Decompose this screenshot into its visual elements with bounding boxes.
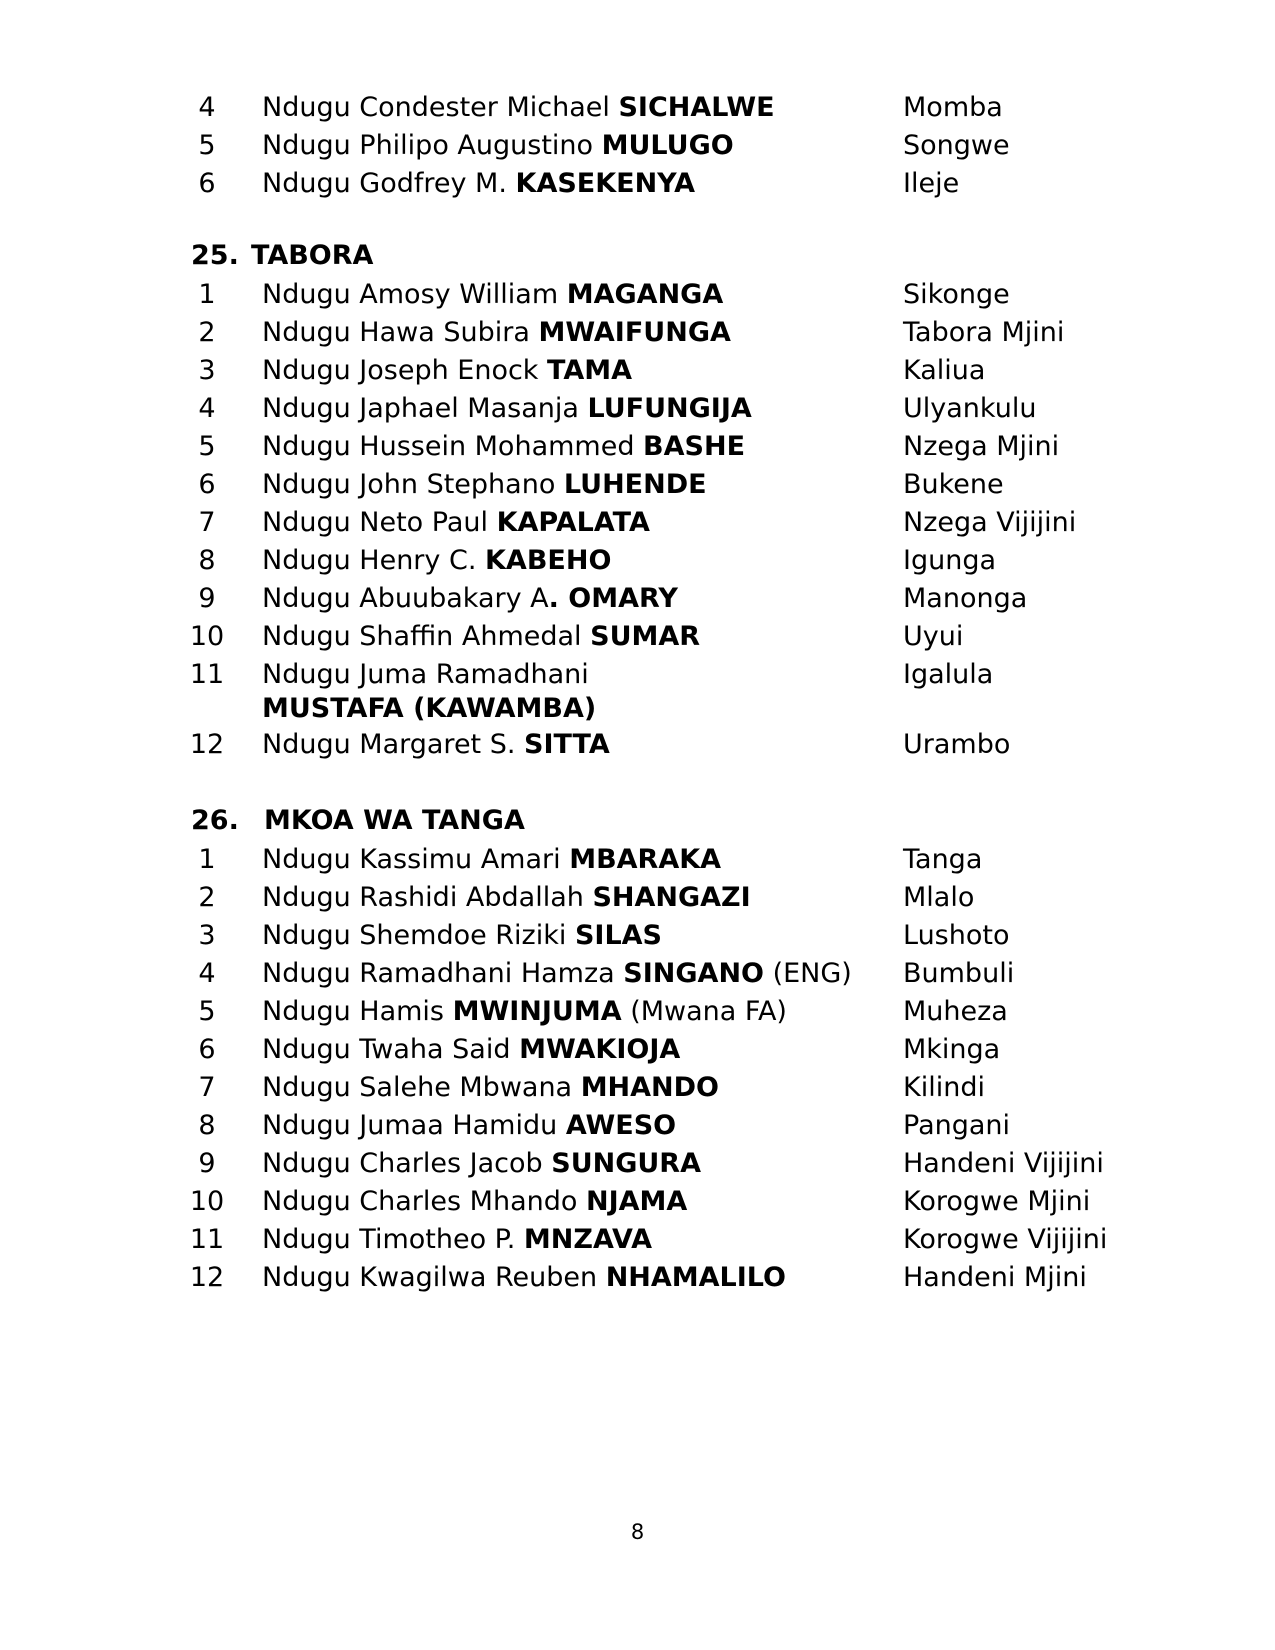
section-number: 25.	[191, 240, 239, 271]
item-number: 6	[198, 1034, 216, 1065]
name-given: Ndugu Condester Michael	[262, 92, 619, 123]
list-item	[0, 1107, 1275, 1145]
member-name	[262, 995, 882, 1029]
member-name	[262, 278, 882, 312]
item-number: 11	[189, 1224, 225, 1255]
constituency: Korogwe Mjini	[903, 1186, 1091, 1217]
constituency: Mlalo	[903, 882, 975, 913]
member-name	[262, 1185, 882, 1219]
constituency: Handeni Vijijini	[903, 1148, 1104, 1179]
member-name	[262, 1261, 882, 1295]
member-name	[262, 1223, 882, 1257]
list-item	[0, 127, 1275, 165]
constituency: Pangani	[903, 1110, 1011, 1141]
name-surname: KASEKENYA	[515, 168, 696, 199]
item-number: 11	[189, 659, 225, 690]
item-number: 7	[198, 1072, 216, 1103]
section-tanga	[0, 801, 1275, 1297]
constituency: Handeni Mjini	[903, 1262, 1087, 1293]
item-number: 7	[198, 507, 216, 538]
list-item	[0, 1031, 1275, 1069]
list-item	[0, 428, 1275, 466]
list-item	[0, 504, 1275, 542]
item-number: 1	[198, 844, 216, 875]
name-given: Ndugu Hamis	[262, 996, 453, 1027]
name-surname: MUSTAFA (KAWAMBA)	[262, 693, 597, 724]
list-item	[0, 276, 1275, 314]
name-given: Ndugu Amosy William	[262, 279, 567, 310]
name-surname: LUFUNGIJA	[587, 393, 752, 424]
item-number: 5	[198, 431, 216, 462]
name-surname: SUNGURA	[551, 1148, 701, 1179]
item-number: 2	[198, 317, 216, 348]
member-name	[262, 1109, 882, 1143]
member-name	[262, 506, 882, 540]
list-item	[0, 879, 1275, 917]
page-number: 8	[630, 1520, 645, 1544]
constituency: Nzega Vijijini	[903, 507, 1077, 538]
name-surname: AWESO	[565, 1110, 677, 1141]
item-number: 4	[198, 958, 216, 989]
name-surname: MAGANGA	[566, 279, 724, 310]
name-surname: MNZAVA	[523, 1224, 652, 1255]
item-number: 12	[189, 729, 225, 760]
constituency: Uyui	[903, 621, 964, 652]
list-item	[0, 1259, 1275, 1297]
member-name	[262, 1147, 882, 1181]
name-surname: SUMAR	[590, 621, 701, 652]
name-given: Ndugu Twaha Said	[262, 1034, 520, 1065]
name-surname: MWINJUMA	[452, 996, 622, 1027]
constituency: Tabora Mjini	[903, 317, 1065, 348]
name-surname: SITTA	[524, 729, 610, 760]
list-item	[0, 466, 1275, 504]
item-number: 3	[198, 920, 216, 951]
name-given: Ndugu Kwagilwa Reuben	[262, 1262, 606, 1293]
list-item	[0, 917, 1275, 955]
constituency: Ileje	[903, 168, 960, 199]
name-given: Ndugu Neto Paul	[262, 507, 497, 538]
name-given: Ndugu Jumaa Hamidu	[262, 1110, 566, 1141]
name-surname: SHANGAZI	[592, 882, 751, 913]
item-number: 6	[198, 168, 216, 199]
name-given: Ndugu John Stephano	[262, 469, 564, 500]
member-name	[262, 1071, 882, 1105]
section-title: TABORA	[251, 240, 374, 271]
constituency: Sikonge	[903, 279, 1010, 310]
constituency: Kaliua	[903, 355, 986, 386]
list-item	[0, 89, 1275, 127]
name-surname: KAPALATA	[496, 507, 650, 538]
section-heading	[0, 801, 1275, 841]
item-number: 1	[198, 279, 216, 310]
constituency: Urambo	[903, 729, 1011, 760]
name-surname: SILAS	[574, 920, 662, 951]
list-item	[0, 618, 1275, 656]
constituency: Mkinga	[903, 1034, 1001, 1065]
constituency: Bukene	[903, 469, 1004, 500]
constituency: Songwe	[903, 130, 1010, 161]
member-name	[262, 843, 882, 877]
name-given: Ndugu Rashidi Abdallah	[262, 882, 593, 913]
list-item	[0, 390, 1275, 428]
constituency: Igunga	[903, 545, 997, 576]
item-number: 8	[198, 545, 216, 576]
section-tabora	[0, 236, 1275, 764]
item-number: 2	[198, 882, 216, 913]
name-given: Ndugu Juma Ramadhani	[262, 659, 589, 690]
name-surname: MWAIFUNGA	[538, 317, 731, 348]
name-suffix: (Mwana FA)	[621, 996, 787, 1027]
name-given: Ndugu Ramadhani Hamza	[262, 958, 624, 989]
member-name	[262, 430, 882, 464]
member-name	[262, 620, 882, 654]
list-item	[0, 165, 1275, 203]
name-surname: . OMARY	[548, 583, 678, 614]
name-surname: BASHE	[643, 431, 746, 462]
name-given: Ndugu Japhael Masanja	[262, 393, 588, 424]
item-number: 4	[198, 393, 216, 424]
section-heading	[0, 236, 1275, 276]
name-surname: TAMA	[547, 355, 633, 386]
name-surname: SINGANO	[623, 958, 764, 989]
member-name	[262, 468, 882, 502]
name-surname: LUHENDE	[563, 469, 707, 500]
name-surname: NJAMA	[585, 1186, 688, 1217]
name-given: Ndugu Hawa Subira	[262, 317, 539, 348]
list-item	[0, 841, 1275, 879]
name-given: Ndugu Salehe Mbwana	[262, 1072, 581, 1103]
item-number: 4	[198, 92, 216, 123]
member-name	[262, 919, 882, 953]
item-number: 10	[189, 1186, 225, 1217]
name-given: Ndugu Shaffin Ahmedal	[262, 621, 591, 652]
member-name	[262, 957, 882, 991]
list-item	[0, 656, 1275, 726]
item-number: 10	[189, 621, 225, 652]
continued-list	[0, 89, 1275, 203]
member-name	[262, 658, 732, 726]
member-name	[262, 91, 882, 125]
name-given: Ndugu Henry C.	[262, 545, 485, 576]
name-given: Ndugu Hussein Mohammed	[262, 431, 644, 462]
list-item	[0, 580, 1275, 618]
name-surname: MULUGO	[601, 130, 734, 161]
list-item	[0, 1069, 1275, 1107]
constituency: Muheza	[903, 996, 1008, 1027]
name-given: Ndugu Charles Jacob	[262, 1148, 552, 1179]
name-surname: NHAMALILO	[605, 1262, 786, 1293]
member-name	[262, 1033, 882, 1067]
list-item	[0, 542, 1275, 580]
name-surname: MWAKIOJA	[519, 1034, 681, 1065]
constituency: Ulyankulu	[903, 393, 1037, 424]
item-number: 5	[198, 996, 216, 1027]
item-number: 12	[189, 1262, 225, 1293]
name-given: Ndugu Shemdoe Riziki	[262, 920, 575, 951]
item-number: 9	[198, 583, 216, 614]
name-given: Ndugu Kassimu Amari	[262, 844, 570, 875]
item-number: 9	[198, 1148, 216, 1179]
item-number: 5	[198, 130, 216, 161]
item-number: 8	[198, 1110, 216, 1141]
name-given: Ndugu Charles Mhando	[262, 1186, 586, 1217]
member-name	[262, 544, 882, 578]
member-name	[262, 167, 882, 201]
constituency: Tanga	[903, 844, 983, 875]
list-item	[0, 352, 1275, 390]
name-given: Ndugu Timotheo P.	[262, 1224, 524, 1255]
member-name	[262, 129, 882, 163]
section-number: 26.	[191, 805, 239, 836]
constituency: Korogwe Vijijini	[903, 1224, 1108, 1255]
item-number: 6	[198, 469, 216, 500]
list-item	[0, 955, 1275, 993]
name-given: Ndugu Godfrey M.	[262, 168, 516, 199]
list-item	[0, 726, 1275, 764]
list-item	[0, 993, 1275, 1031]
name-given: Ndugu Philipo Augustino	[262, 130, 602, 161]
list-item	[0, 1183, 1275, 1221]
constituency: Manonga	[903, 583, 1028, 614]
list-item	[0, 314, 1275, 352]
list-item	[0, 1145, 1275, 1183]
name-given: Ndugu Joseph Enock	[262, 355, 548, 386]
constituency: Nzega Mjini	[903, 431, 1060, 462]
name-surname: SICHALWE	[618, 92, 775, 123]
member-name	[262, 582, 882, 616]
member-name	[262, 881, 882, 915]
member-name	[262, 392, 882, 426]
member-name	[262, 316, 882, 350]
item-number: 3	[198, 355, 216, 386]
constituency: Bumbuli	[903, 958, 1015, 989]
constituency: Igalula	[903, 659, 994, 690]
name-given: Ndugu Margaret S.	[262, 729, 525, 760]
name-surname: MHANDO	[580, 1072, 720, 1103]
section-title: MKOA WA TANGA	[264, 805, 525, 836]
name-given: Ndugu Abuubakary A	[262, 583, 549, 614]
member-name	[262, 354, 882, 388]
constituency: Lushoto	[903, 920, 1010, 951]
member-name	[262, 728, 882, 762]
constituency: Momba	[903, 92, 1003, 123]
name-suffix: (ENG)	[764, 958, 852, 989]
name-surname: MBARAKA	[569, 844, 722, 875]
constituency: Kilindi	[903, 1072, 985, 1103]
list-item	[0, 1221, 1275, 1259]
name-surname: KABEHO	[485, 545, 612, 576]
